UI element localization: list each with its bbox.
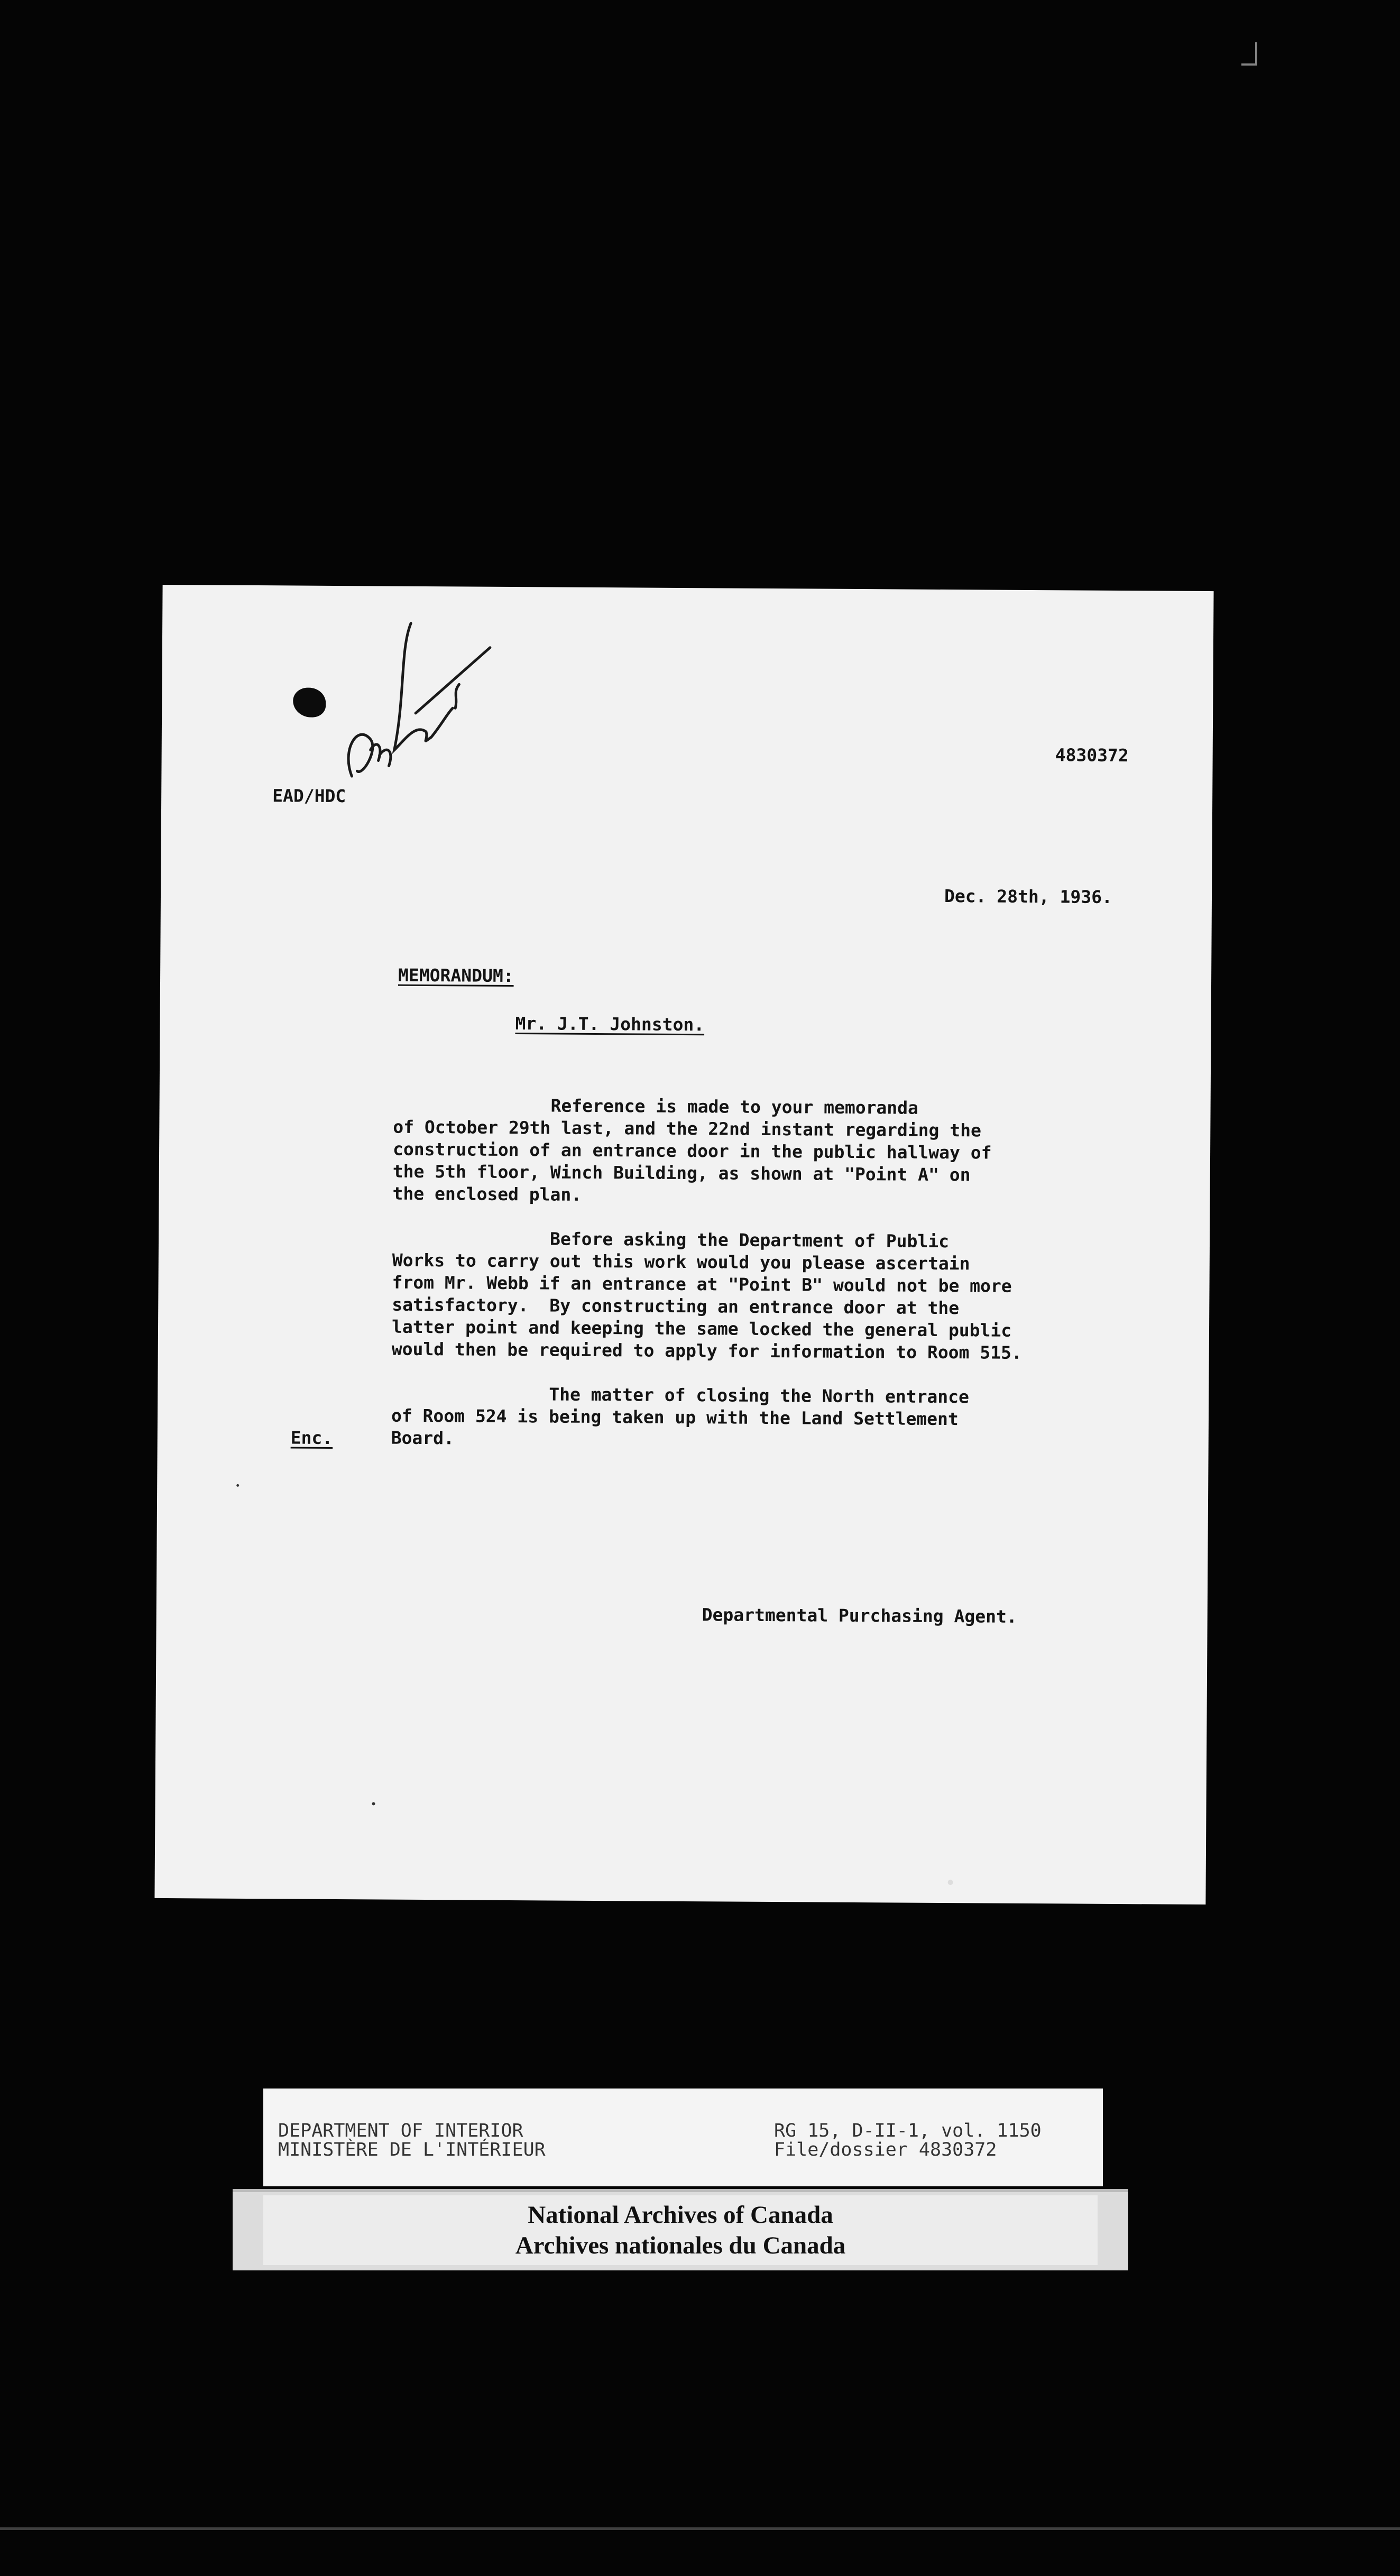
body-line: would then be required to apply for information to Room 515. xyxy=(391,1338,1022,1363)
body-line xyxy=(391,1360,1021,1386)
body-line: of October 29th last, and the 22nd instant regarding the xyxy=(393,1116,982,1141)
body-line: from Mr. Webb if an entrance at "Point B" would not be more xyxy=(392,1272,1012,1296)
national-archives-label-inner xyxy=(263,2195,1098,2265)
dept-french: MINISTÈRE DE L'INTÉRIEUR xyxy=(278,2139,546,2160)
body-line xyxy=(392,1205,1023,1231)
body-line: Before asking the Department of Public xyxy=(392,1227,950,1252)
body-line: the enclosed plan. xyxy=(392,1183,582,1205)
national-archives-label xyxy=(233,2189,1128,2270)
body-line: satisfactory. By constructing an entrance door at the xyxy=(392,1294,960,1319)
archives-name-french: Archives nationales du Canada xyxy=(515,2232,846,2259)
memo-body xyxy=(391,1094,1024,1453)
body-line: The matter of closing the North entrance xyxy=(391,1383,970,1407)
body-line: of Room 524 is being taken up with the Land Settlement xyxy=(391,1405,959,1430)
dept-english: DEPARTMENT OF INTERIOR xyxy=(278,2120,523,2141)
film-edge-line xyxy=(0,2527,1400,2530)
body-line: Reference is made to your memoranda xyxy=(393,1094,919,1118)
body-line: the 5th floor, Winch Building, as shown at "Point A" on xyxy=(392,1161,971,1185)
body-line: latter point and keeping the same locked the general public xyxy=(391,1316,1012,1341)
reference-initials: EAD/HDC xyxy=(272,785,346,807)
enclosure-text: Enc. xyxy=(290,1427,333,1448)
memo-heading-text: MEMORANDUM: xyxy=(398,964,514,987)
memorandum-sheet xyxy=(154,585,1213,1905)
handwritten-signature xyxy=(320,618,495,793)
memo-date: Dec. 28th, 1936. xyxy=(944,885,1113,907)
memo-recipient xyxy=(515,1013,704,1035)
memo-heading xyxy=(398,965,514,986)
paper-speck xyxy=(236,1484,239,1487)
body-line: Works to carry out this work would you please ascertain xyxy=(392,1249,970,1274)
corner-crop-mark xyxy=(1241,42,1257,66)
file-number: 4830372 xyxy=(1055,744,1129,766)
body-line: construction of an entrance door in the public hallway of xyxy=(392,1138,992,1163)
file-dossier-number: File/dossier 4830372 xyxy=(774,2139,997,2160)
paper-speck xyxy=(372,1802,375,1805)
record-group-reference: RG 15, D-II-1, vol. 1150 xyxy=(774,2120,1042,2141)
body-line: Board. xyxy=(391,1427,455,1449)
archive-reference-label xyxy=(263,2089,1103,2186)
signatory-title: Departmental Purchasing Agent. xyxy=(702,1604,1017,1627)
archives-name-english: National Archives of Canada xyxy=(528,2201,833,2229)
enclosure-note xyxy=(291,1427,333,1448)
paper-speck xyxy=(948,1880,953,1885)
memo-recipient-text: Mr. J.T. Johnston. xyxy=(515,1013,705,1035)
